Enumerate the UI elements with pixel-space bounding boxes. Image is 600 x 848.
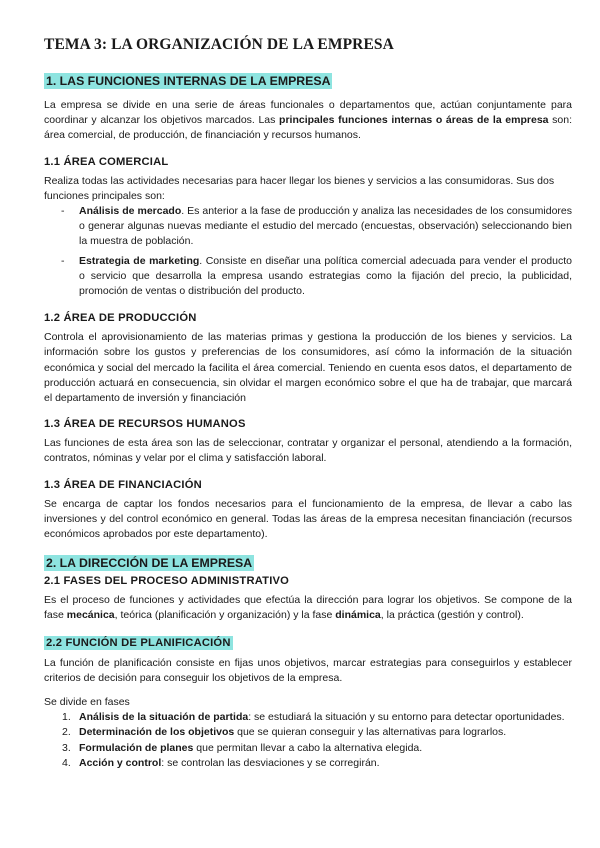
area-comercial-heading: 1.1 ÁREA COMERCIAL [44,155,169,168]
fases-proceso-heading: 2.1 FASES DEL PROCESO ADMINISTRATIVO [44,575,290,588]
list-item: 3. Formulación de planes que permitan llevar a cabo la alternativa elegida. [62,741,423,754]
list-item: 4. Acción y control: se controlan las desviaciones y se corregirán. [62,756,380,769]
fases-proceso-text: Es el proceso de funciones y actividades que efectúa la dirección para lograr los objetivos. Se compone de la fase mecánica, teórica (planificación y organización) y la fase dinámica, la práctica (gestión y control). [44,594,572,622]
section-2-heading: 2. LA DIRECCIÓN DE LA EMPRESA [46,556,253,571]
area-comercial-list [44,204,572,299]
planificacion-text: La función de planificación consiste en fijas unos objetivos, marcar estrategias para conseguirlos y establecer criterios de decisión para conseguir los objetivos de la empresa. [44,656,572,684]
area-financiacion-text: Se encarga de captar los fondos necesarios para el funcionamiento de la empresa, de llevar a cabo las inversiones y del control económico en general. Todas las áreas de la empresa necesitan financiación (recursos económicos aprobados por este departamento). [44,497,572,541]
area-rrhh-heading: 1.3 ÁREA DE RECURSOS HUMANOS [44,418,246,431]
list-item: - Estrategia de marketing. Consiste en diseñar una política comercial adecuada para vender el producto o servicio que desarrolla la empresa usando estrategias como la fijación del precio, la publicidad, promoción de ventas o distribución del producto. [61,254,572,298]
area-rrhh-text: Las funciones de esta área son las de seleccionar, contratar y organizar el personal, atendiendo a la formación, contratos, nóminas y velar por el clima y satisfacción laboral. [44,437,572,465]
document-title: TEMA 3: LA ORGANIZACIÓN DE LA EMPRESA [44,36,394,53]
planificacion-list [44,710,572,771]
area-financiacion-heading: 1.3 ÁREA DE FINANCIACIÓN [44,478,202,491]
area-comercial-text: Realiza todas las actividades necesarias para hacer llegar los bienes y servicios a las consumidoras. Sus dos funciones principales son: [44,174,555,202]
planificacion-heading: 2.2 FUNCIÓN DE PLANIFICACIÓN [46,636,231,649]
list-item: - Análisis de mercado. Es anterior a la fase de producción y analiza las necesidades de los consumidores o generar algunas nuevas mediante el estudio del mercado (encuestas, observación) seleccionando bien la muestra de población. [61,205,573,248]
area-produccion-text: Controla el aprovisionamiento de las materias primas y gestiona la producción de los bienes y servicios. La información sobre los gustos y preferencias de los consumidores, así cómo la información de la situación económica y social del mercado la facilita el área comercial. Teniendo en cuenta esos datos, el departamento de producción actuará en consecuencia, sin olvidar el margen económico sobre el que ha de trabajar, que marcará el departamento de inversión y financiación [44,331,572,405]
area-produccion-heading: 1.2 ÁREA DE PRODUCCIÓN [44,312,197,325]
section-1-intro: La empresa se divide en una serie de áreas funcionales o departamentos que, actúan conjuntamente para coordinar y alcanzar los objetivos marcados. Las principales funciones internas o áreas de la empresa son: área comercial, de producción, de financiación y recursos humanos. [44,99,572,142]
list-item: 1. Análisis de la situación de partida: se estudiará la situación y su entorno para detectar oportunidades. [62,711,565,724]
planificacion-lead: Se divide en fases [44,696,130,709]
section-1-heading: 1. LAS FUNCIONES INTERNAS DE LA EMPRESA [46,74,331,88]
list-item: 2. Determinación de los objetivos que se quieran conseguir y las alternativas para lograrlos. [62,726,507,739]
